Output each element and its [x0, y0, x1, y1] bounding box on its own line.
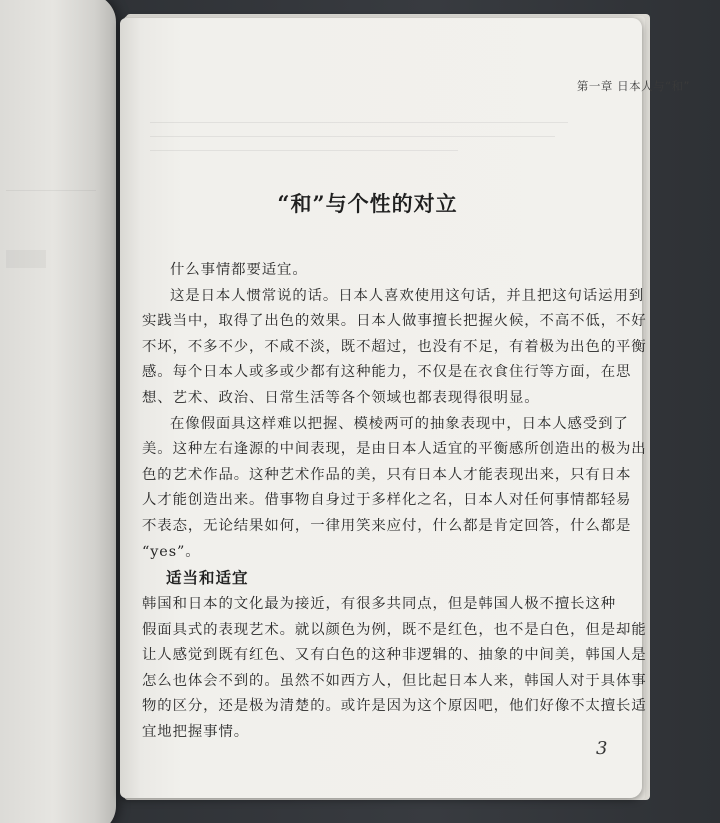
text-line: 不坏，不多不少，不咸不淡，既不超过，也没有不足，有着极为出色的平衡: [142, 338, 647, 355]
text-line: 色的艺术作品。这种艺术作品的美，只有日本人才能表现出来，只有日本: [142, 466, 632, 483]
text-line: 什么事情都要适宜。: [170, 262, 308, 278]
show-through-text: [150, 122, 590, 164]
text-line: 让人感觉到既有红色、又有白色的这种非逻辑的、抽象的中间美，韩国人是: [142, 647, 647, 664]
section-heading: “和”与个性的对立: [277, 191, 458, 216]
text-line: 这是日本人惯常说的话。日本人喜欢使用这句话，并且把这句话运用到: [170, 287, 645, 304]
text-line: 美。这种左右逢源的中间表现，是由日本人适宜的平衡感所创造出的极为出: [142, 441, 647, 458]
text-line: 怎么也体会不到的。虽然不如西方人，但比起日本人来，韩国人对于具体事: [142, 672, 647, 689]
text-line: 不表态，无论结果如何，一律用笑来应付，什么都是肯定回答，什么都是: [142, 517, 632, 534]
subheading: 适当和适宜: [166, 569, 249, 587]
text-line: 感。每个日本人或多或少都有这种能力，不仅是在衣食住行等方面，在思: [142, 364, 632, 381]
text-line: 在像假面具这样难以把握、模棱两可的抽象表现中，日本人感受到了: [170, 415, 629, 432]
text-line: 宜地把握事情。: [142, 723, 250, 740]
text-line: “yes”。: [142, 543, 201, 560]
running-head: 第一章 日本人与“和”: [576, 79, 690, 93]
text-line: 人才能创造出来。借事物自身过于多样化之名，日本人对任何事情都轻易: [142, 492, 632, 509]
text-line: 想、艺术、政治、日常生活等各个领域也都表现得很明显。: [142, 389, 540, 406]
paragraph-block-2: [142, 592, 647, 746]
text-line: 韩国和日本的文化最为接近，有很多共同点，但是韩国人极不擅长这种: [142, 596, 617, 612]
page-number: 3: [596, 738, 608, 759]
text-line: 实践当中，取得了出色的效果。日本人做事擅长把握火候，不高不低，不好: [142, 313, 647, 330]
text-line: 物的区分，还是极为清楚的。或许是因为这个原因吧，他们好像不太擅长适: [142, 698, 647, 715]
paragraph-block-1: [142, 258, 647, 565]
left-page: [0, 0, 116, 823]
text-line: 假面具式的表现艺术。就以颜色为例，既不是红色，也不是白色，但是却能: [142, 621, 647, 638]
